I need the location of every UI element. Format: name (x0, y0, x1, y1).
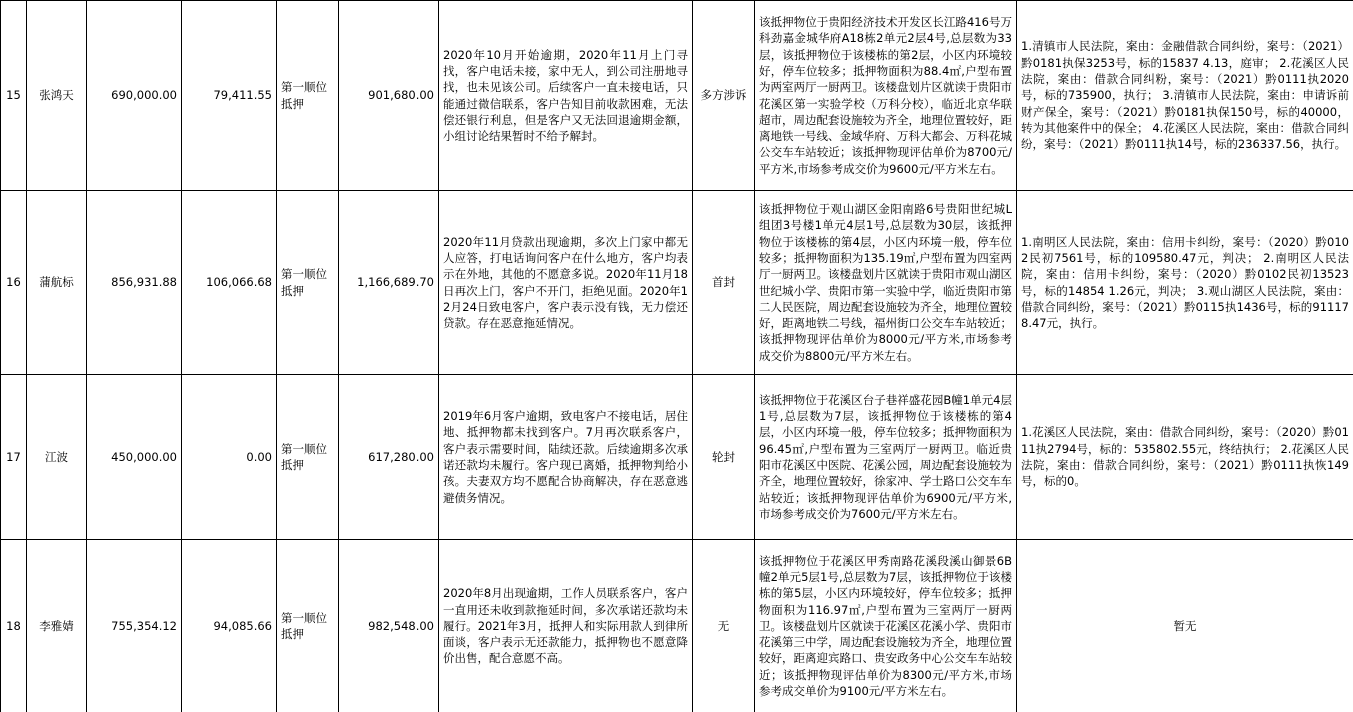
cell-interest: 94,085.66 (182, 540, 277, 712)
cell-valuation: 1,166,689.70 (339, 191, 439, 375)
cell-customer-name: 张鸿天 (27, 1, 87, 191)
cell-seal-status: 首封 (693, 191, 755, 375)
cell-collateral-description: 该抵押物位于观山湖区金阳南路6号贵阳世纪城L组团3号楼1单元4层1号,总层数为30层，该抵押物位于该楼栋的第4层，小区内环境一般，停车位较多；抵押物面积为135.19㎡,户型布置为四室两厅一厨两卫。该楼盘划片区就读于贵阳市观山湖区世纪城小学、贵阳市第一实验中学，临近贵阳市第二人民医院，周边配套设施较为齐全，地理位置较好，距离地铁二号线，福州街口公交车车站较近；该抵押物现评估单价为8000元/平方米,市场参考成交价为8800元/平方米左右。 (755, 191, 1017, 375)
cell-mortgage-rank: 第一顺位抵押 (277, 191, 339, 375)
cell-principal: 690,000.00 (87, 1, 182, 191)
table-row[interactable] (1, 1, 1353, 191)
cell-interest: 79,411.55 (182, 1, 277, 191)
cell-seal-status: 轮封 (693, 375, 755, 540)
table-row[interactable] (1, 375, 1353, 540)
cell-valuation: 982,548.00 (339, 540, 439, 712)
cell-valuation: 617,280.00 (339, 375, 439, 540)
cell-mortgage-rank: 第一顺位抵押 (277, 540, 339, 712)
cell-litigation-status: 暂无 (1017, 540, 1353, 712)
cell-litigation-status: 1.花溪区人民法院，案由：借款合同纠纷，案号：（2020）黔0111执2794号，标的：535802.55元，终结执行； 2.花溪区人民法院，案由：借款合同纠纷，案号：（2021）黔0111执恢149号，标的0。 (1017, 375, 1353, 540)
cell-interest: 106,066.68 (182, 191, 277, 375)
cell-principal: 450,000.00 (87, 375, 182, 540)
cell-litigation-status: 1.清镇市人民法院，案由：金融借款合同纠纷，案号：（2021）黔0181执保3253号，标的15837 4.13，庭审； 2.花溪区人民法院，案由：借款合同纠粉，案号：（2021）黔0111执2020号，标的735900，执行； 3.清镇市人民法院，案由：申请诉前财产保全，案号：（2021）黔0181执保150号，标的40000，转为其他案件中的保全； 4.花溪区人民法院，案由：借款合同纠纷，案号：（2021）黔0111执14号，标的236337.56，执行。 (1017, 1, 1353, 191)
cell-overdue-description: 2020年8月出现逾期，工作人员联系客户，客户一直用还未收到款拖延时间，多次承诺还款均未履行。2021年3月，抵押人和实际用款人到律所面谈，客户表示无还款能力，抵押物也不愿意降价出售，配合意愿不高。 (439, 540, 693, 712)
cell-index: 18 (1, 540, 27, 712)
cell-collateral-description: 该抵押物位于贵阳经济技术开发区长江路416号万科劲嘉金城华府A18栋2单元2层4号,总层数为33层，该抵押物位于该楼栋的第2层，小区内环境较好，停车位较多；抵押物面积为88.4㎡,户型布置为两室两厅一厨两卫。该楼盘划片区就读于贵阳市花溪区第一实验学校（万科分校），临近北京华联超市，周边配套设施较为齐全，地理位置较好，距离地铁一号线、金域华府、万科大都会、万科花城公交车车站较近；该抵押物现评估单价为8700元/平方米,市场参考成交价为9600元/平方米左右。 (755, 1, 1017, 191)
cell-mortgage-rank: 第一顺位抵押 (277, 1, 339, 191)
cell-index: 15 (1, 1, 27, 191)
cell-valuation: 901,680.00 (339, 1, 439, 191)
cell-seal-status: 多方涉诉 (693, 1, 755, 191)
cell-index: 17 (1, 375, 27, 540)
cell-overdue-description: 2019年6月客户逾期，致电客户不接电话，居住地、抵押物都未找到客户。7月再次联系客户，客户表示需要时间，陆续还款。后续逾期多次承诺还款均未履行。客户现已离婚，抵押物判给小孩。夫妻双方均不愿配合协商解决，存在恶意逃避债务情况。 (439, 375, 693, 540)
cell-litigation-status: 1.南明区人民法院，案由：信用卡纠纷，案号：（2020）黔0102民初7561号，标的109580.47元，判决； 2.南明区人民法院，案由：信用卡纠纷，案号：（2020）黔0102民初13523号，标的14854 1.26元，判决； 3.观山湖区人民法院，案由：借款合同纠纷，案号：（2021）黔0115执1436号，标的911178.47元，执行。 (1017, 191, 1353, 375)
cell-overdue-description: 2020年11月贷款出现逾期，多次上门家中都无人应答，打电话询问客户在什么地方，客户均表示在外地，其他的不愿意多说。2020年11月18日再次上门，客户不开门，拒绝见面。2020年12月24日致电客户，客户表示没有钱，无力偿还贷款。存在恶意拖延情况。 (439, 191, 693, 375)
cell-customer-name: 江波 (27, 375, 87, 540)
cell-interest: 0.00 (182, 375, 277, 540)
cell-collateral-description: 该抵押物位于花溪区台子巷祥盛花园B幢1单元4层1号,总层数为7层，该抵押物位于该楼栋的第4层，小区内环境一般，停车位较多；抵押物面积为96.45㎡,户型布置为三室两厅一厨两卫。临近贵阳市花溪区中医院、花溪公园，周边配套设施较为齐全，地理位置较好，徐家冲、学士路口公交车车站较近；该抵押物现评估单价为6900元/平方米,市场参考成交价为7600元/平方米左右。 (755, 375, 1017, 540)
cell-collateral-description: 该抵押物位于花溪区甲秀南路花溪段溪山御景6B幢2单元5层1号,总层数为7层，该抵押物位于该楼栋的第5层，小区内环境较好，停车位较多；抵押物面积为116.97㎡,户型布置为三室两厅一厨两卫。该楼盘划片区就读于花溪区花溪小学、贵阳市花溪第三中学，周边配套设施较为齐全，地理位置较好，距离迎宾路口、贵安政务中心公交车车站较近；该抵押物现评估单价为8300元/平方米,市场参考成交单价为9100元/平方米左右。 (755, 540, 1017, 712)
cell-principal: 755,354.12 (87, 540, 182, 712)
cell-seal-status: 无 (693, 540, 755, 712)
table-row[interactable] (1, 540, 1353, 712)
cell-customer-name: 李雅婧 (27, 540, 87, 712)
cell-overdue-description: 2020年10月开始逾期，2020年11月上门寻找，客户电话未接，家中无人，到公司注册地寻找，也未见该公司。后续客户一直未接电话，只能通过微信联系，客户告知目前收款困难，无法偿还银行利息，但是客户又无法回退逾期金额，小组讨论结果暂时不给予解封。 (439, 1, 693, 191)
cell-customer-name: 蒲航标 (27, 191, 87, 375)
table-row[interactable] (1, 191, 1353, 375)
cell-index: 16 (1, 191, 27, 375)
cell-principal: 856,931.88 (87, 191, 182, 375)
cell-mortgage-rank: 第一顺位抵押 (277, 375, 339, 540)
